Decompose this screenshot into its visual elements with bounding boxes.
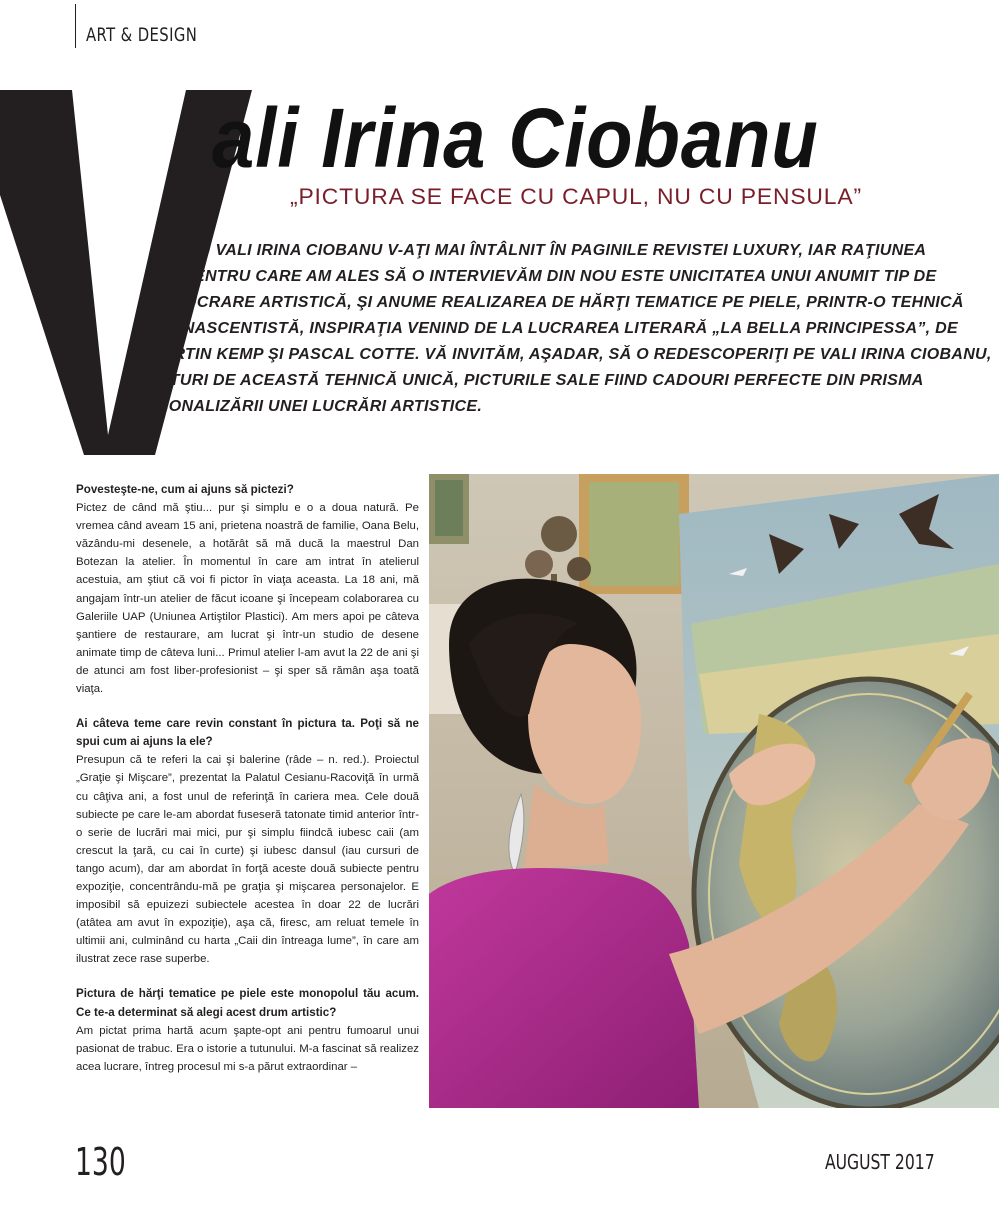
artist-painting-photo [429,474,999,1108]
section-label: ART & DESIGN [86,24,198,46]
page-number: 130 [75,1140,126,1184]
issue-date: AUGUST 2017 [825,1150,935,1174]
qa-block [76,985,419,1075]
interview-answer: Presupun că te referi la cai şi balerine (râde – n. red.). Proiectul „Graţie şi Mişcare”, prezentat la Palatul Cesianu-Racoviţă în urmă cu câţiva ani, a fost unul de referinţă în cariera mea. Cele două subiecte pe care le-am abordat fuseseră tatonate timid anterior într-o serie de lucrări mai mici, pur şi simplu fiindcă iubesc caii (am crescut la ţară, cu cai în curte) şi iubesc dansul (iau cursuri de tango acum), dar am abordat în forţă aceste două subiecte pentru expoziţie, concentrându-mă pe graţia şi mişcarea personajelor. E imposibil să epuizezi subiectele acestea în doar 22 de lucrări (atâtea am avut în expoziţie), aşa că, firesc, am reluat temele în ultimii ani, culminând cu harta „Caii din întreaga lume”, în care am ilustrat zece rase superbe. [76,754,419,966]
article-title: ali Irina Ciobanu [212,91,819,185]
interview-question: Ai câteva teme care revin constant în pictura ta. Poţi să ne spui cum ai ajuns la ele? [76,717,419,749]
photo-illustration [429,474,999,1108]
interview-answer: Pictez de când mă ştiu... pur şi simplu e o a doua natură. Pe vremea când aveam 15 ani, prietena noastră de familie, Oana Belu, văzându-mi desenele, a hotărât să mă ducă la maestrul Dan Botezan la atelier. În momentul în care am intrat în atelierul acestuia, am ştiut că voi fi pictor în viaţa aceasta. La 18 ani, mă angajam într-un atelier de făcut icoane şi începeam colaborarea cu Galeriile UAP (Uniunea Artiştilor Plastici). Am mers apoi pe câteva şantiere de restaurare, am lucrat şi într-un studio de desene animate timp de câteva luni... Primul atelier l-am avut la 22 de ani şi de atunci am fost liber-profesionist – şi sper să rămân aşa toată viaţa. [76,502,419,696]
intro-line: PERSONALIZĂRII UNEI LUCRĂRI ARTISTICE. [124,398,483,415]
intro-line: LUCRARE ARTISTICĂ, ŞI ANUME REALIZAREA DE HĂRŢI TEMATICE PE PIELE, PRINTR-O TEHNICĂ [175,294,964,311]
qa-block [76,715,419,968]
article-body-column [76,481,419,1093]
interview-question: Povesteşte-ne, cum ai ajuns să pictezi? [76,483,294,496]
intro-line: RENASCENTISTĂ, INSPIRAŢIA VENIND DE LA LUCRAREA LITERARĂ „LA BELLA PRINCIPESSA”, DE [160,320,958,337]
section-divider [75,4,76,48]
interview-question: Pictura de hărţi tematice pe piele este monopolul tău acum. Ce te-a determinat să alegi acest drum artistic? [76,987,419,1019]
article-subtitle: „PICTURA SE FACE CU CAPUL, NU CU PENSULA” [290,184,862,209]
interview-answer: Am pictat prima hartă acum şapte-opt ani pentru fumoarul unui pasionat de trabuc. Era o istorie a tutunului. M-a fascinat să realizez acea lucrare, întreg procesul mi s-a părut extraordinar – [76,1024,419,1073]
intro-line: MARTIN KEMP ŞI PASCAL COTTE. VĂ INVITĂM, AŞADAR, SĂ O REDESCOPERIŢI PE VALI IRINA CIOBANU, [148,346,992,363]
qa-block [76,481,419,698]
intro-line: ALĂTURI DE ACEASTĂ TEHNICĂ UNICĂ, PICTURILE SALE FIIND CADOURI PERFECTE DIN PRISMA [136,372,924,389]
intro-line: PENTRU CARE AM ALES SĂ O INTERVIEVĂM DIN NOU ESTE UNICITATEA UNUI ANUMIT TIP DE [183,268,937,285]
intro-line: CU VALI IRINA CIOBANU V-AŢI MAI ÎNTÂLNIT ÎN PAGINILE REVISTEI LUXURY, IAR RAŢIUNEA [187,242,927,259]
